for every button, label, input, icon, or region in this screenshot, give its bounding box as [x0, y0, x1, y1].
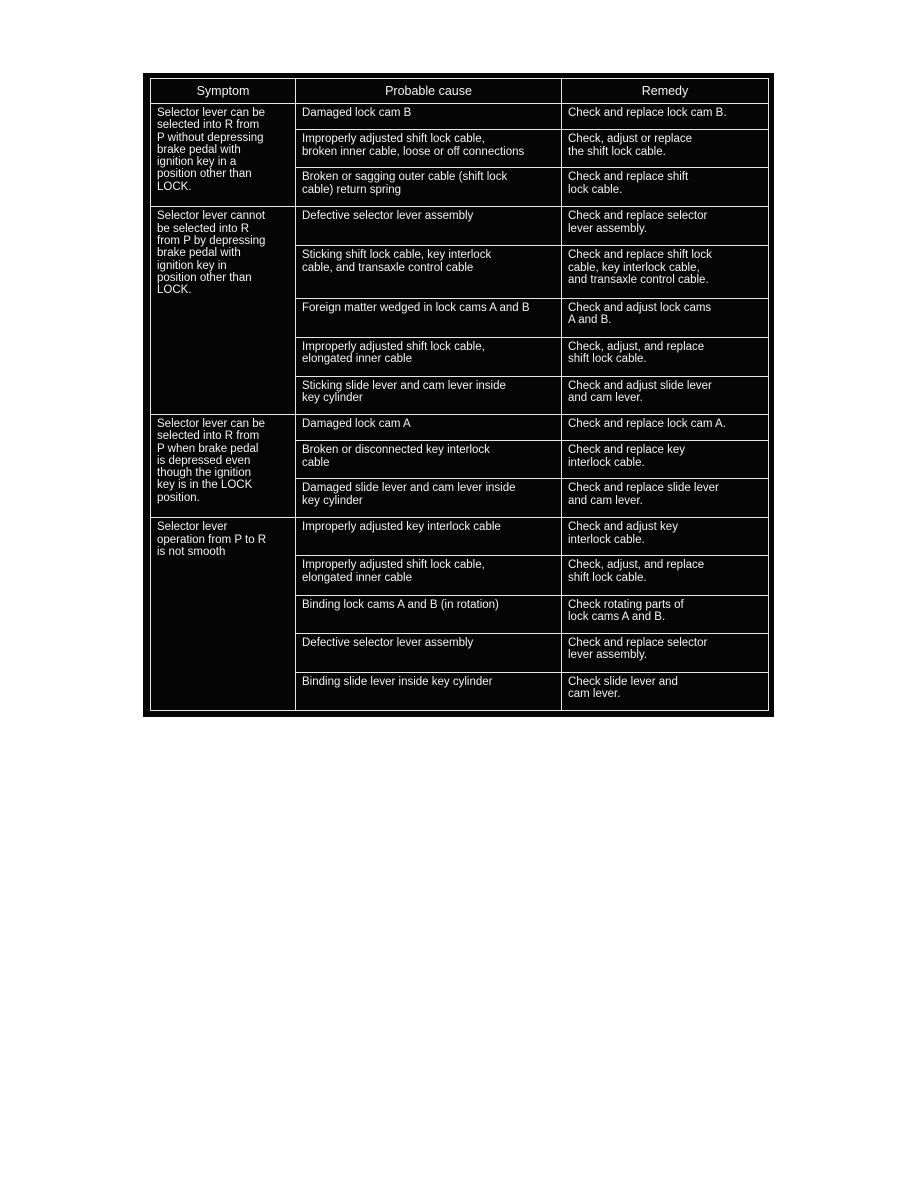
remedy-cell [562, 104, 769, 130]
cause-cell [296, 518, 562, 556]
remedy-text: Check rotating parts of lock cams A and B. [568, 598, 684, 624]
cause-text: Improperly adjusted shift lock cable, broken inner cable, loose or off connections [302, 133, 525, 158]
cause-cell [296, 479, 562, 518]
troubleshooting-table [150, 78, 769, 711]
cause-cell [296, 672, 562, 710]
cause-cell [296, 376, 562, 414]
cause-cell [296, 104, 562, 130]
cause-cell [296, 441, 562, 479]
remedy-cell [562, 441, 769, 479]
table-row [151, 104, 769, 130]
remedy-text: Check and adjust key interlock cable. [568, 521, 678, 546]
remedy-cell [562, 633, 769, 672]
symptom-text: Selector lever can be selected into R from P without depressing brake pedal with ignition key in a position other than LOCK. [157, 107, 266, 193]
troubleshooting-panel [143, 73, 774, 717]
remedy-cell [562, 207, 769, 246]
symptom-text: Selector lever cannot be selected into R from P by depressing brake pedal with ignition key in position other than LOCK. [157, 210, 266, 297]
header-row [151, 79, 769, 104]
remedy-text: Check and adjust lock cams A and B. [568, 301, 712, 327]
remedy-text: Check and replace lock cam A. [568, 418, 726, 430]
cause-cell [296, 415, 562, 441]
remedy-cell [562, 518, 769, 556]
cause-cell [296, 207, 562, 246]
remedy-text: Check and replace selector lever assembly. [568, 636, 708, 662]
remedy-text: Check, adjust, and replace shift lock cable. [568, 340, 705, 366]
cause-text: Sticking shift lock cable, key interlock cable, and transaxle control cable [302, 249, 492, 274]
remedy-text: Check and replace selector lever assembly. [568, 210, 708, 235]
cause-cell [296, 298, 562, 337]
cause-cell [296, 595, 562, 633]
cause-cell [296, 246, 562, 298]
header-remedy: Remedy [562, 79, 769, 104]
cause-text: Damaged slide lever and cam lever inside key cylinder [302, 482, 516, 507]
symptom-cell [151, 415, 296, 518]
cause-cell [296, 130, 562, 168]
cause-cell [296, 168, 562, 207]
remedy-cell [562, 595, 769, 633]
remedy-text: Check and replace lock cam B. [568, 107, 727, 119]
symptom-cell [151, 104, 296, 207]
remedy-text: Check and replace shift lock cable, key interlock cable, and transaxle control cable. [568, 249, 712, 287]
remedy-text: Check and replace shift lock cable. [568, 171, 689, 196]
remedy-cell [562, 246, 769, 298]
remedy-cell [562, 168, 769, 207]
cause-text: Broken or sagging outer cable (shift lock cable) return spring [302, 171, 508, 196]
symptom-text: Selector lever operation from P to R is not smooth [157, 521, 267, 558]
remedy-text: Check and adjust slide lever and cam lever. [568, 379, 712, 405]
cause-text: Damaged lock cam A [302, 418, 411, 430]
remedy-cell [562, 337, 769, 376]
remedy-text: Check, adjust or replace the shift lock cable. [568, 133, 693, 158]
table-row [151, 415, 769, 441]
cause-cell [296, 633, 562, 672]
remedy-text: Check slide lever and cam lever. [568, 675, 678, 701]
cause-text: Improperly adjusted shift lock cable, elongated inner cable [302, 340, 485, 366]
remedy-cell [562, 130, 769, 168]
remedy-cell [562, 376, 769, 414]
remedy-cell [562, 415, 769, 441]
table-row [151, 518, 769, 556]
remedy-text: Check and replace slide lever and cam lever. [568, 482, 719, 507]
remedy-cell [562, 556, 769, 595]
remedy-text: Check, adjust, and replace shift lock cable. [568, 559, 705, 584]
header-symptom: Symptom [151, 79, 296, 104]
cause-text: Sticking slide lever and cam lever inside key cylinder [302, 379, 506, 405]
symptom-cell [151, 207, 296, 415]
cause-text: Improperly adjusted key interlock cable [302, 521, 501, 534]
remedy-cell [562, 479, 769, 518]
symptom-text: Selector lever can be selected into R from P when brake pedal is depressed even though the ignition key is in the LOCK position. [157, 418, 266, 504]
cause-cell [296, 337, 562, 376]
remedy-text: Check and replace key interlock cable. [568, 444, 685, 469]
table-row [151, 207, 769, 246]
cause-text: Damaged lock cam B [302, 107, 412, 119]
cause-text: Broken or disconnected key interlock cable [302, 444, 490, 469]
cause-text: Defective selector lever assembly [302, 210, 474, 223]
header-probable-cause: Probable cause [296, 79, 562, 104]
cause-cell [296, 556, 562, 595]
remedy-cell [562, 672, 769, 710]
symptom-cell [151, 518, 296, 711]
cause-text: Foreign matter wedged in lock cams A and B [302, 301, 530, 314]
cause-text: Defective selector lever assembly [302, 636, 474, 649]
cause-text: Binding slide lever inside key cylinder [302, 675, 493, 688]
cause-text: Binding lock cams A and B (in rotation) [302, 598, 499, 611]
cause-text: Improperly adjusted shift lock cable, elongated inner cable [302, 559, 485, 584]
remedy-cell [562, 298, 769, 337]
